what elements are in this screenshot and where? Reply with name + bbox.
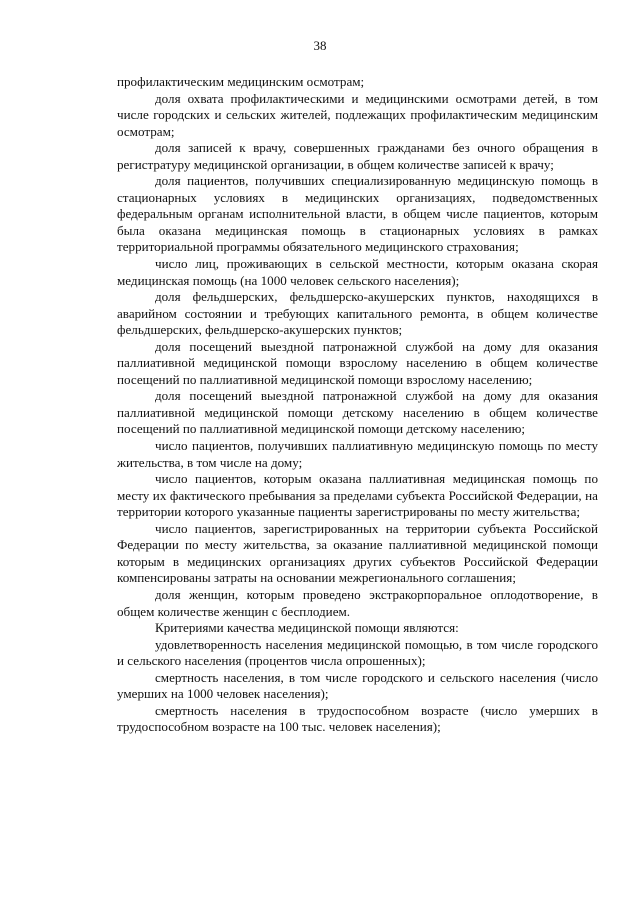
paragraph: доля охвата профилактическими и медицинскими осмотрами детей, в том числе городских и сельских жителей, подлежащих профилактическим медицинским осмотрам; [117, 90, 598, 139]
body-text [117, 74, 598, 736]
page-number: 38 [313, 38, 327, 53]
paragraph: доля посещений выездной патронажной службой на дому для оказания паллиативной медицинской помощи взрослому населению в общем количестве посещений по паллиативной медицинской помощи взрослому населению; [117, 338, 598, 387]
paragraph-continuation: профилактическим медицинским осмотрам; [117, 74, 365, 89]
paragraph: число пациентов, получивших паллиативную медицинскую помощь по месту жительства, в том числе на дому; [117, 438, 598, 470]
section-heading: Критериями качества медицинской помощи являются: [155, 620, 459, 636]
paragraph: доля пациентов, получивших специализированную медицинскую помощь в стационарных условиях в медицинских организациях, подведомственных федеральным органам исполнительной власти, в общем числе пациентов, которым была оказана медицинская помощь в стационарных условиях в рамках территориальной программы обязательного медицинского страхования; [117, 173, 598, 255]
paragraph: доля женщин, которым проведено экстракорпоральное оплодотворение, в общем количестве женщин с бесплодием. [117, 586, 598, 619]
paragraph: число пациентов, зарегистрированных на территории субъекта Российской Федерации по месту жительства, за оказание паллиативной медицинской помощи которым в медицинских организациях других субъектов Российской Федерации компенсированы затраты на основании межрегионального соглашения; [117, 520, 598, 586]
paragraph: удовлетворенность населения медицинской помощью, в том числе городского и сельского населения (процентов числа опрошенных); [117, 636, 598, 669]
paragraph: доля посещений выездной патронажной службой на дому для оказания паллиативной медицинской помощи детскому населению в общем количестве посещений по паллиативной медицинской помощи детскому населению; [117, 388, 598, 437]
paragraph: смертность населения, в том числе городского и сельского населения (число умерших на 1000 человек населения); [117, 669, 598, 702]
paragraph: доля фельдшерских, фельдшерско-акушерских пунктов, находящихся в аварийном состоянии и требующих капитального ремонта, в общем количестве фельдшерских, фельдшерско-акушерских пунктов; [117, 289, 598, 338]
paragraph: смертность населения в трудоспособном возрасте (число умерших в трудоспособном возрасте на 100 тыс. человек населения); [117, 702, 598, 735]
paragraph: доля записей к врачу, совершенных гражданами без очного обращения в регистратуру медицинской организации, в общем количестве записей к врачу; [117, 140, 598, 172]
paragraph: число пациентов, которым оказана паллиативная медицинская помощь по месту их фактического пребывания за пределами субъекта Российской Федерации, на территории которого указанные пациенты зарегистрированы по месту жительства; [117, 471, 598, 520]
paragraph: число лиц, проживающих в сельской местности, которым оказана скорая медицинская помощь (на 1000 человек сельского населения); [117, 256, 598, 288]
